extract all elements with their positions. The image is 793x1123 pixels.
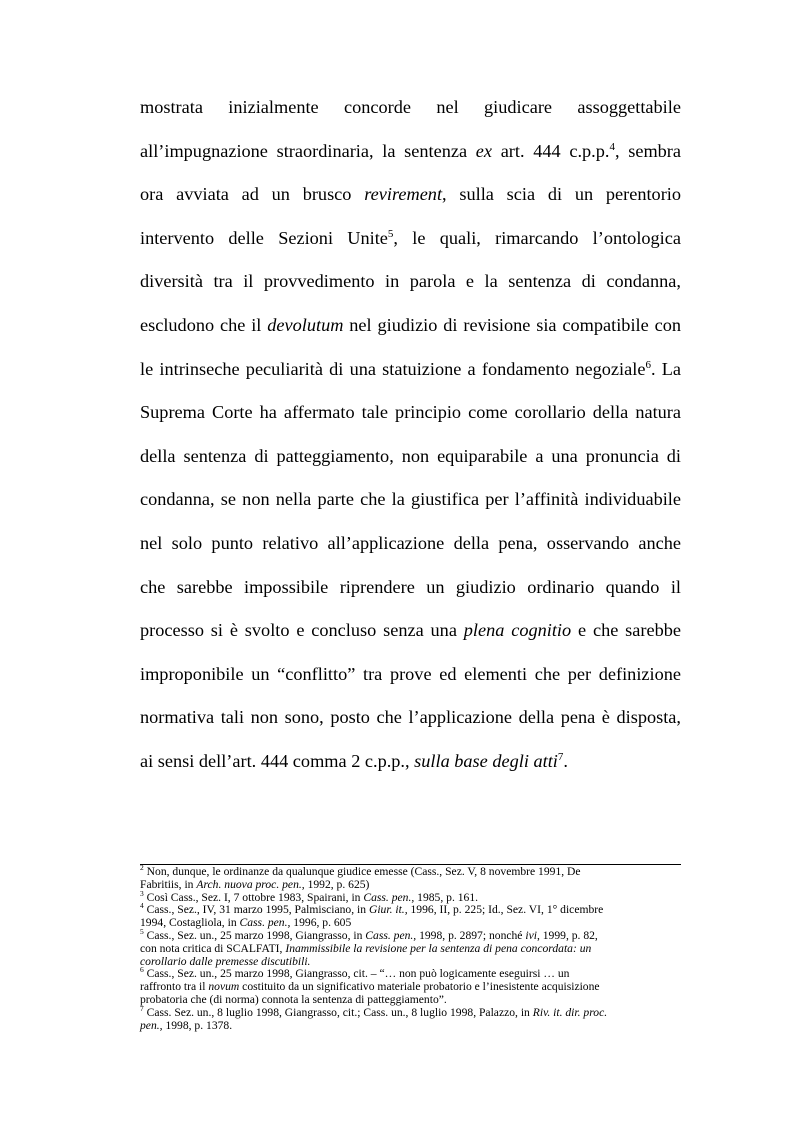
footnote-line: con nota critica di SCALFATI, Inammissibile la revisione per la sentenza di pena concordata: un [140,941,592,955]
footnote-line: raffronto tra il novum costituito da un significativo materiale probatorio e l’inesistente acquisizione [140,980,600,994]
footnote-line: probatoria che (di norma) connota la sentenza di patteggiamento”. [140,992,447,1006]
body-line: mostrata inizialmente concorde nel giudicare assoggettabile [140,97,681,117]
footnote-line: $^3$ Così Cass., Sez. I, 7 ottobre 1983, Spairani, in Cass. pen., 1985, p. 161. [140,888,479,904]
footnote-ref: 4 [609,140,615,153]
body-line: le intrinseche peculiarità di una statuizione a fondamento negoziale$^6$. La [140,358,681,379]
footnote-line: $^4$ Cass., Sez., IV, 31 marzo 1995, Palmisciano, in Giur. it., 1996, II, p. 225; Id., Sez. VI, 1° dicembre [140,901,604,917]
body-line: Suprema Corte ha affermato tale principio come corollario della natura [140,402,681,423]
body-line: diversità tra il provvedimento in parola e la sentenza di condanna, [140,271,681,292]
footnote-line: $^2$ Non, dunque, le ordinanze da qualunque giudice emesse (Cass., Sez. V, 8 novembre 1991, De [140,863,581,878]
body-text [140,86,681,784]
body-line: improponibile un “conflitto” tra prove ed elementi che per definizione [140,663,681,684]
footnote-line: 1994, Costagliola, in Cass. pen., 1996, p. 605 [140,916,352,930]
footnote-line: $^7$ Cass. Sez. un., 8 luglio 1998, Giangrasso, cit.; Cass. un., 8 luglio 1998, Palazzo, in Riv. it. dir. proc. [140,1003,608,1019]
body-line: ora avviata ad un brusco revirement, sulla scia di un perentorio [140,184,681,205]
body-line: ai sensi dell’art. 444 comma 2 c.p.p., sulla base degli atti$^7$. [140,750,568,771]
body-line: all’impugnazione straordinaria, la sentenza ex art. 444 c.p.p.$^4$, sembra [140,140,682,161]
body-line: della sentenza di patteggiamento, non equiparabile a una pronuncia di [140,445,681,466]
footnote-ref: 5 [387,227,394,240]
body-line: escludono che il devolutum nel giudizio di revisione sia compatibile con [140,314,681,335]
footnotes [140,863,681,1032]
body-line: nel solo punto relativo all’applicazione della pena, osservando anche [140,532,681,553]
footnote-ref: 7 [557,750,564,763]
footnote-ref: 6 [645,358,651,371]
body-line: processo si è svolto e concluso senza una plena cognitio e che sarebbe [140,620,681,641]
footnote-line: $^5$ Cass., Sez. un., 25 marzo 1998, Giangrasso, in Cass. pen., 1998, p. 2897; nonché ivi, 1999, p. 82, [140,927,598,942]
footnote-line: pen., 1998, p. 1378. [140,1018,233,1032]
body-line: che sarebbe impossibile riprendere un giudizio ordinario quando il [140,576,681,597]
footnote-line: $^6$ Cass., Sez. un., 25 marzo 1998, Giangrasso, cit. – “… non può logicamente eseguirsi … un [140,965,570,981]
body-line: normativa tali non sono, posto che l’applicazione della pena è disposta, [140,707,681,728]
body-line: intervento delle Sezioni Unite$^5$, le quali, rimarcando l’ontologica [140,227,681,248]
footnote-line: Fabritiis, in Arch. nuova proc. pen., 1992, p. 625) [140,877,370,891]
body-line: condanna, se non nella parte che la giustifica per l’affinità individuabile [140,489,681,510]
footnote-line: corollario dalle premesse discutibili. [140,954,311,968]
